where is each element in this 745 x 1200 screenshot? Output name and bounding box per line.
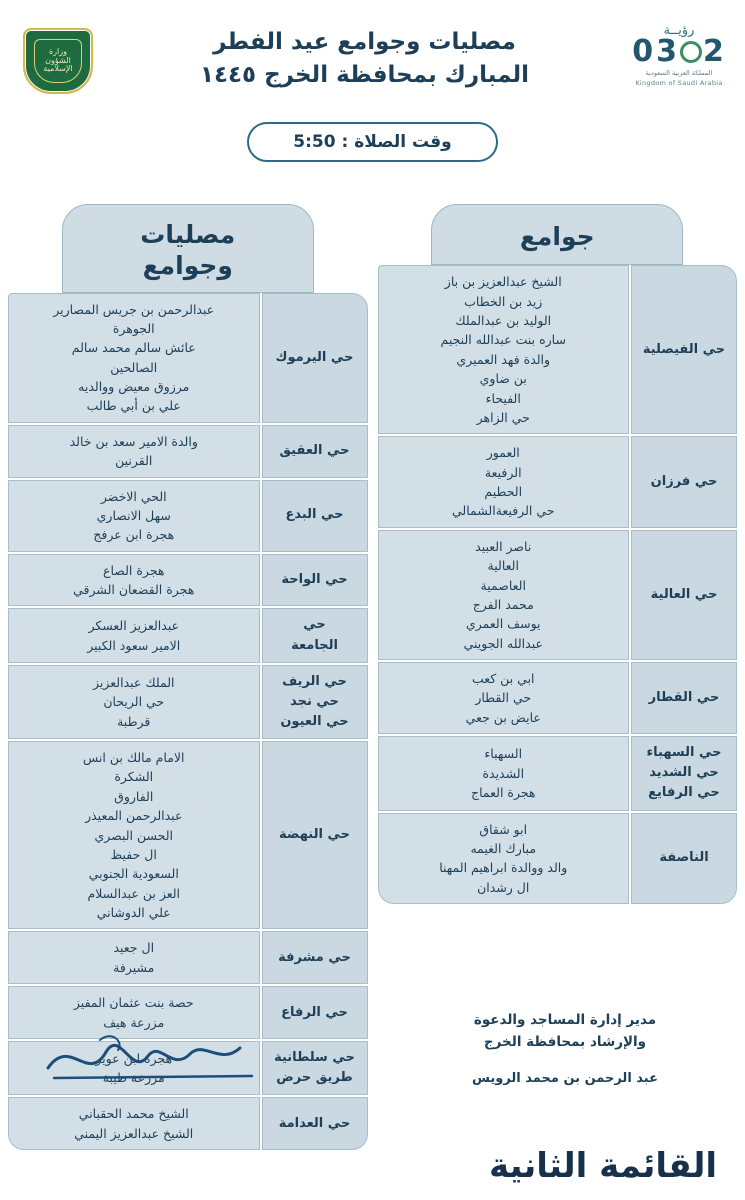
signature-line1: مدير إدارة المساجد والدعوة — [473, 1012, 657, 1028]
zone-line: حي الريف — [282, 673, 347, 689]
mosque-name: هجرة الصاع — [103, 562, 165, 578]
table-row — [378, 662, 738, 734]
mosque-name: محمد الفرج — [472, 596, 534, 612]
zone-line: حي الواحة — [281, 571, 348, 587]
page-title — [104, 10, 625, 93]
vision-logo-subtitle-en: Kingdom of Saudi Arabia — [635, 78, 723, 87]
zone-line: حي العدامة — [278, 1115, 351, 1131]
mosque-list-cell — [8, 741, 260, 929]
zone-line: حي فرزان — [650, 473, 718, 489]
mosque-name: الحي الاخضر — [100, 488, 167, 504]
zone-line: حي الشديد — [649, 765, 719, 781]
zone-line: حي العالية — [650, 586, 718, 602]
mosque-name: هجرة القضعان الشرقي — [73, 582, 195, 597]
mosque-name: مزرعة طيبة — [102, 1070, 165, 1086]
zone-line: حي الرفاع — [281, 1004, 348, 1020]
mosque-list-cell — [378, 436, 630, 528]
mosque-name: يوسف العمري — [465, 616, 541, 632]
zone-cell — [631, 530, 737, 660]
zone-line: حي العيون — [280, 713, 349, 729]
mosque-name: الشيخ عبدالعزيز اليمني — [74, 1125, 194, 1141]
zone-line: حي العقيق — [279, 443, 350, 459]
zone-cell — [262, 425, 368, 478]
zone-line: الناصفة — [659, 850, 709, 866]
mosque-list-cell — [8, 608, 260, 662]
mosque-name: مبارك الغيمه — [470, 840, 537, 856]
vision-logo-circle-icon — [680, 41, 702, 63]
mosque-name: والد ووالدة ابراهيم المهنا — [439, 860, 568, 876]
mosque-name: الشكرة — [114, 769, 154, 785]
mosque-name: الرفيعة — [484, 464, 522, 480]
second-list-label: القائمة الثانية — [488, 1146, 717, 1186]
signature-line2: والإرشاد بمحافظة الخرج — [483, 1033, 647, 1050]
mosque-name: حي الريحان — [103, 694, 165, 710]
zone-line: حي سلطانية — [274, 1049, 355, 1065]
zone-line: حي الرفايع — [648, 785, 720, 801]
column-heading-musallayat — [62, 204, 314, 293]
page-title-line1: مصليات وجوامع عيد الفطر — [213, 29, 516, 55]
mosque-name: عايض بن جعي — [465, 709, 541, 725]
mosque-name: هجرة ابن عرفج — [93, 527, 175, 543]
table-row — [378, 265, 738, 434]
mosque-name: مرزوق معيض ووالديه — [78, 379, 190, 394]
mosque-list-cell — [8, 931, 260, 984]
zone-line: الجامعة — [291, 637, 338, 653]
column-heading-text: مصليات — [140, 220, 236, 249]
mosque-name: الفيحاء — [485, 390, 521, 406]
ministry-badge-label: وزارة الشؤون الإسلامية — [34, 39, 82, 83]
table-row — [378, 530, 738, 660]
vision-logo-subtitle: المملكة العربية السعودية — [645, 69, 713, 77]
mosque-list-cell — [378, 530, 630, 660]
page-footer — [0, 1004, 745, 1200]
mosque-name: حصة بنت عثمان المفيز — [73, 995, 194, 1011]
vision-logo-arabic: رؤيــة — [663, 23, 695, 38]
signer-name: عبد الرحمن بن محمد الرويس — [472, 1071, 658, 1087]
mosque-name: ابي بن كعب — [471, 671, 535, 686]
zone-cell — [262, 608, 368, 662]
zone-cell — [631, 813, 737, 905]
table-row — [8, 480, 368, 552]
prayer-time-row — [0, 122, 745, 162]
ministry-logo — [12, 10, 104, 94]
mosque-name: ال رشدان — [477, 879, 530, 895]
mosque-name: الشديدة — [482, 765, 525, 781]
zone-line: حي القطار — [648, 689, 720, 705]
mosque-name: عبدالله الجويني — [463, 635, 543, 651]
handwritten-signature-icon — [40, 1026, 270, 1088]
zone-cell — [631, 662, 737, 734]
column-heading-text-2: وجوامع — [142, 251, 233, 281]
zone-line: حي مشرفة — [278, 949, 351, 965]
mosque-name: الامام مالك بن انس — [83, 750, 185, 766]
mosque-name: عبدالرحمن المعيذر — [85, 808, 183, 824]
mosque-name: زيد بن الخطاب — [464, 293, 543, 309]
mosque-name: عائش سالم محمد سالم — [71, 340, 196, 356]
mosque-name: هجرة العماج — [471, 785, 536, 801]
table-row — [378, 436, 738, 528]
mosque-name: السهباء — [484, 746, 523, 762]
table-row — [8, 293, 368, 423]
mosque-name: الشيخ عبدالعزيز بن باز — [444, 274, 562, 290]
mosque-name: علي بن أبي طالب — [86, 398, 181, 414]
mosque-name: العالية — [487, 558, 519, 574]
zone-cell — [631, 436, 737, 528]
column-heading-text: جوامع — [519, 222, 595, 251]
mosque-list-cell — [378, 813, 630, 905]
mosque-name: ال جعيد — [113, 940, 155, 956]
mosque-name: الجوهرة — [112, 320, 155, 336]
zone-cell — [262, 931, 368, 984]
mosque-name: هجرة ابن عوير — [95, 1050, 173, 1066]
mosque-name: الملك عبدالعزيز — [92, 674, 175, 690]
mosque-list-cell — [8, 293, 260, 423]
mosque-name: الصالحين — [110, 359, 158, 375]
mosque-list-cell — [8, 665, 260, 739]
mosque-name: والدة فهد العميري — [456, 351, 551, 367]
mosque-name: ساره بنت عبدالله النجيم — [440, 332, 566, 348]
ministry-badge-icon — [23, 28, 93, 94]
table-row — [8, 608, 368, 662]
mosque-name: العز بن عبدالسلام — [87, 885, 181, 901]
signature-block — [415, 1010, 715, 1086]
zone-cell — [262, 741, 368, 929]
zone-cell — [262, 293, 368, 423]
mosque-list-cell — [378, 265, 630, 434]
zone-cell — [631, 265, 737, 434]
mosque-name: مزرعة هيف — [103, 1014, 165, 1030]
table-row — [8, 741, 368, 929]
table-row — [8, 554, 368, 607]
zone-line: طريق حرض — [276, 1070, 353, 1086]
zone-cell — [631, 736, 737, 810]
column-heading-jawame — [431, 204, 683, 265]
page-title-line2: المبارك بمحافظة الخرج ١٤٤٥ — [199, 62, 530, 89]
zone-line: حي السهباء — [646, 745, 722, 761]
zone-line: حي الفيصلية — [642, 341, 726, 357]
page-header — [0, 0, 745, 118]
mosque-table-jawame — [376, 263, 740, 906]
vision-2030-logo — [625, 10, 733, 86]
mosque-name: الوليد بن عبدالملك — [455, 313, 552, 328]
mosque-name: الحسن البصري — [94, 827, 174, 843]
mosque-name: العمور — [486, 445, 520, 461]
mosque-name: عبدالرحمن بن جريس المصارير — [53, 301, 215, 317]
table-row — [378, 813, 738, 905]
mosque-name: العاصمية — [480, 577, 526, 593]
mosque-name: الامير سعود الكبير — [87, 637, 181, 653]
mosque-name: علي الدوشاني — [96, 905, 171, 921]
mosque-name: حي القطار — [475, 690, 532, 706]
mosque-name: السعودية الجنوبي — [88, 866, 179, 882]
mosque-name: ناصر العبيد — [475, 538, 532, 554]
mosque-name: ال حفيظ — [110, 846, 157, 862]
zone-cell — [262, 665, 368, 739]
mosque-name: الشيخ محمد الحقباني — [78, 1106, 189, 1122]
zone-line: حي النهضة — [279, 827, 350, 843]
zone-cell — [262, 554, 368, 607]
mosque-name: القرنين — [115, 453, 153, 469]
mosque-name: حي الزاهر — [476, 409, 530, 425]
table-row — [8, 665, 368, 739]
mosque-name: ابو شقاق — [479, 821, 528, 837]
mosque-name: حي الرفيعةالشمالي — [452, 503, 555, 519]
mosque-list-cell — [8, 425, 260, 478]
table-row — [378, 736, 738, 810]
mosque-name: بن ضاوي — [479, 371, 527, 387]
table-row — [8, 425, 368, 478]
mosque-list-cell — [378, 662, 630, 734]
mosque-name: الفاروق — [114, 788, 154, 804]
mosque-list-cell — [8, 480, 260, 552]
zone-line: حي اليرموك — [275, 349, 354, 365]
mosque-name: والدة الامير سعد بن خالد — [69, 433, 198, 449]
mosque-name: مشيرفة — [113, 959, 155, 975]
mosque-name: الحطيم — [484, 484, 523, 499]
zone-line: حي نجد — [290, 693, 339, 709]
zone-line: حي — [303, 617, 326, 633]
zone-line: حي البدع — [285, 507, 344, 523]
mosque-name: عبدالعزيز العسكر — [88, 618, 180, 634]
mosque-list-cell — [8, 554, 260, 607]
mosque-name: سهل الانصاري — [96, 507, 171, 523]
mosque-name: قرطبة — [117, 713, 151, 729]
zone-cell — [262, 480, 368, 552]
table-row — [8, 931, 368, 984]
mosque-list-cell — [378, 736, 630, 810]
vision-logo-number: 2 3 0 — [632, 34, 726, 69]
prayer-time-badge: وقت الصلاة : 5:50 — [247, 122, 497, 162]
